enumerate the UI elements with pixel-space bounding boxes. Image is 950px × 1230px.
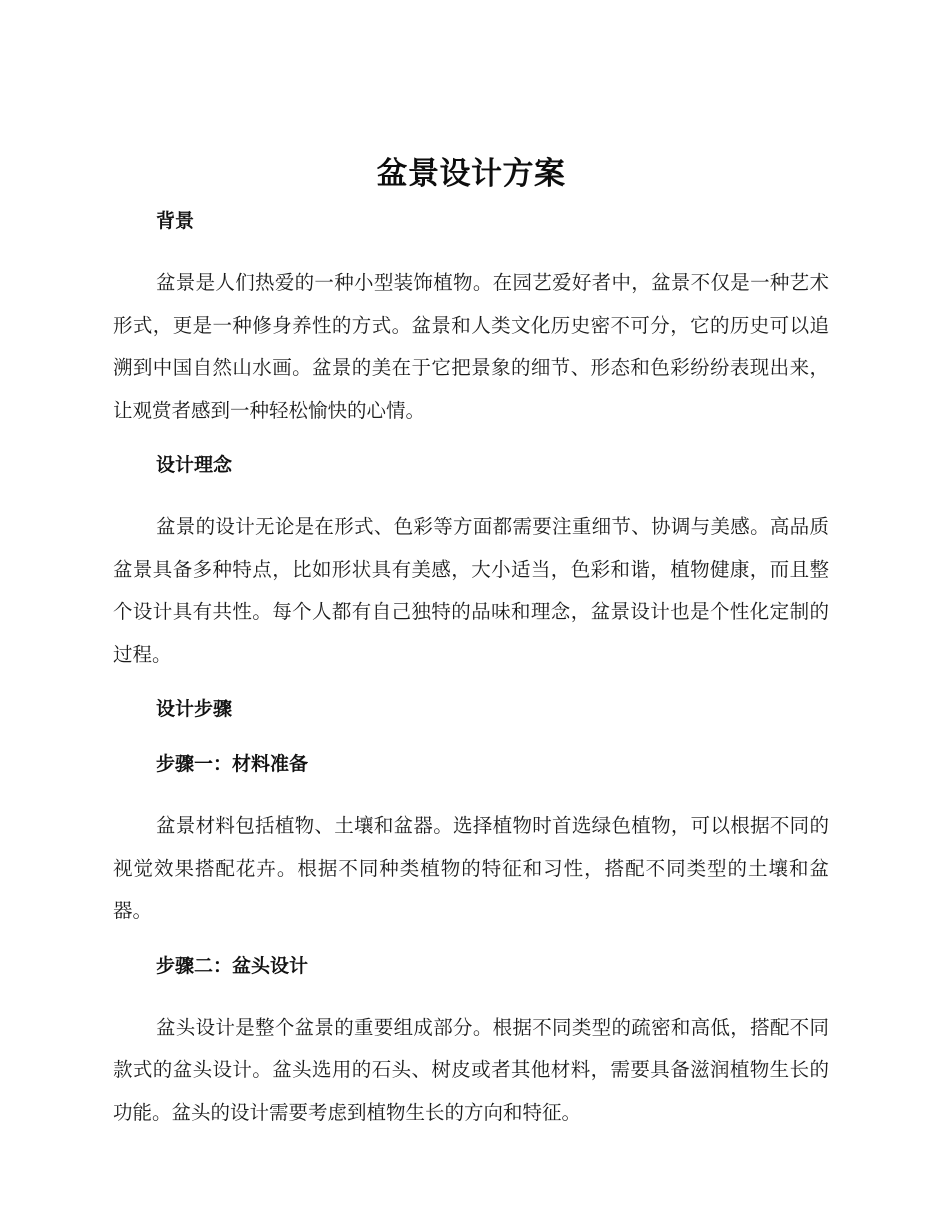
paragraph-step-2: 盆头设计是整个盆景的重要组成部分。根据不同类型的疏密和高低，搭配不同款式的盆头设计。盆头选用的石头、树皮或者其他材料，需要具备滋润植物生长的功能。盆头的设计需要考虑到植物生长的方向和特征。 — [113, 1015, 829, 1124]
step-heading-1: 步骤一：材料准备 — [156, 753, 309, 775]
paragraph-step-1: 盆景材料包括植物、土壤和盆器。选择植物时首选绿色植物，可以根据不同的视觉效果搭配花卉。根据不同种类植物的特征和习性，搭配不同类型的土壤和盆器。 — [113, 814, 829, 922]
document-body — [113, 148, 829, 1134]
document-title: 盆景设计方案 — [376, 156, 566, 192]
section-heading-background: 背景 — [156, 210, 195, 232]
section-heading-concept: 设计理念 — [156, 454, 233, 476]
section-heading-steps: 设计步骤 — [156, 698, 233, 720]
paragraph-concept: 盆景的设计无论是在形式、色彩等方面都需要注重细节、协调与美感。高品质盆景具备多种特点，比如形状具有美感，大小适当，色彩和谐，植物健康，而且整个设计具有共性。每个人都有自己独特的品味和理念，盆景设计也是个性化定制的过程。 — [113, 515, 829, 666]
paragraph-background: 盆景是人们热爱的一种小型装饰植物。在园艺爱好者中，盆景不仅是一种艺术形式，更是一种修身养性的方式。盆景和人类文化历史密不可分，它的历史可以追溯到中国自然山水画。盆景的美在于它把景象的细节、形态和色彩纷纷表现出来，让观赏者感到一种轻松愉快的心情。 — [113, 271, 829, 422]
step-heading-2: 步骤二：盆头设计 — [156, 954, 309, 977]
